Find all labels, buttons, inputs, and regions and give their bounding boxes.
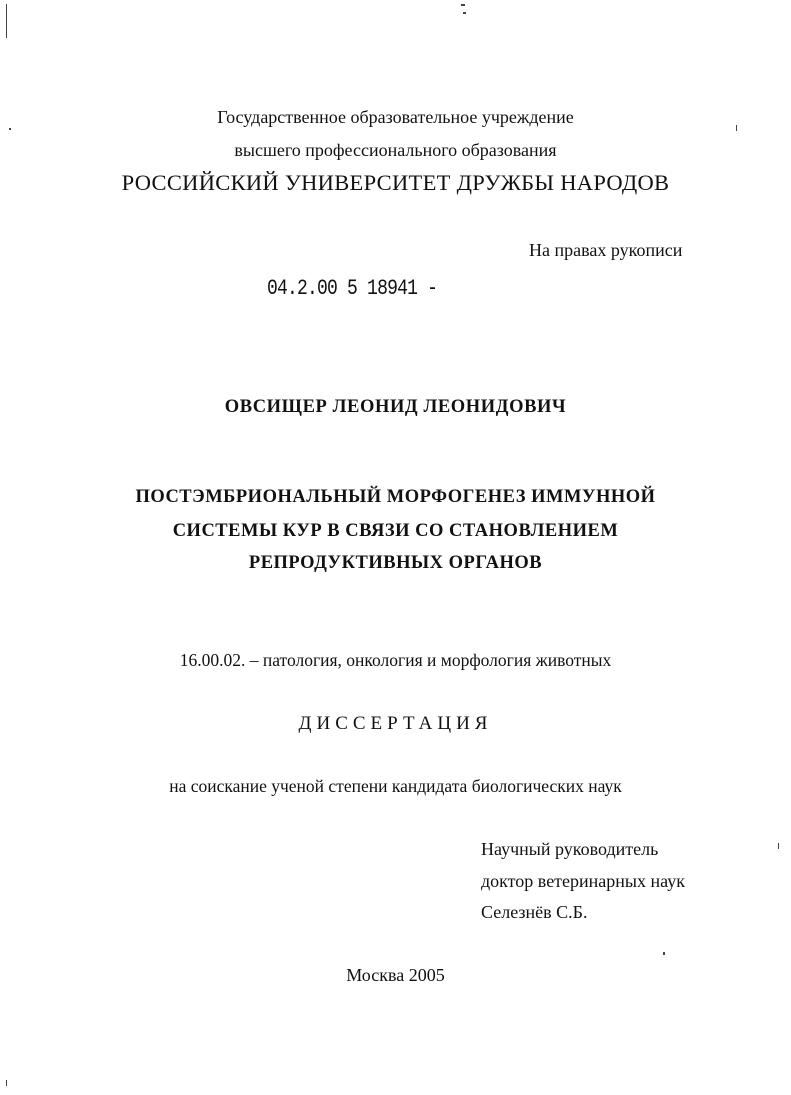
degree-line: на соискание ученой степени кандидата биологических наук (169, 776, 622, 796)
scan-mark-right-2 (778, 843, 779, 849)
scan-mark-top (461, 4, 465, 6)
university-name: РОССИЙСКИЙ УНИВЕРСИТЕТ ДРУЖБЫ НАРОДОВ (121, 170, 670, 195)
manuscript-note: На правах рукописи (529, 240, 683, 260)
scan-mark-bottom-left (6, 1080, 7, 1086)
specialty-code: 16.00.02. – патология, онкология и морфология животных (179, 650, 612, 670)
author-name: ОВСИЩЕР ЛЕОНИД ЛЕОНИДОВИЧ (224, 397, 567, 417)
institution-line-2: высшего профессионального образования (234, 140, 557, 160)
scan-mark-top-2 (463, 12, 466, 14)
supervisor-name: Селезнёв С.Б. (481, 902, 588, 922)
thesis-title-line-1: ПОСТЭМБРИОНАЛЬНЫЙ МОРФОГЕНЕЗ ИММУННОЙ (135, 487, 656, 507)
supervisor-role: Научный руководитель (481, 839, 659, 859)
scan-mark-left (9, 128, 11, 130)
scan-mark-left-edge (6, 4, 7, 38)
thesis-title-line-3: РЕПРОДУКТИВНЫХ ОРГАНОВ (248, 553, 543, 573)
document-type: ДИССЕРТАЦИЯ (298, 713, 493, 734)
institution-line-1: Государственное образовательное учреждение (217, 107, 574, 127)
scan-mark-right (736, 125, 737, 131)
thesis-title-line-2: СИСТЕМЫ КУР В СВЯЗИ СО СТАНОВЛЕНИЕМ (172, 521, 619, 541)
scan-mark-right-3 (663, 952, 665, 955)
city-year: Москва 2005 (346, 965, 445, 985)
supervisor-rank: доктор ветеринарных наук (481, 871, 685, 891)
registration-stamp: 04.2.00 5 18941 - (267, 276, 438, 301)
